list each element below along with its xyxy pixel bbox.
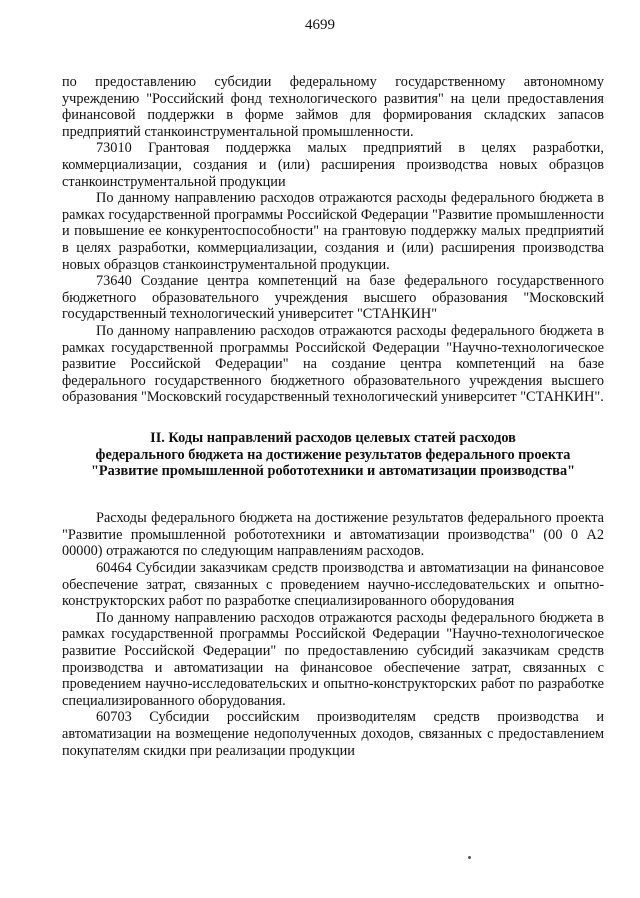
paragraph-continuation: по предоставлению субсидии федеральному государственному автономному учреждению "Российский фонд технологического развития" на цели предоставления финансовой поддержки в форме займов для формирования складских запасов предприятий станкоинструментальной промышленности. bbox=[62, 74, 604, 140]
paragraph-60464-description: По данному направлению расходов отражаются расходы федерального бюджета в рамках государственной программы Российской Федерации "Научно-технологическое развитие Российской Федерации" по предоставлению субсидий заказчикам средств производства и автоматизации на финансовое обеспечение затрат, связанных с проведением научно-исследовательских и опытно-конструкторских работ по разработке специализированного оборудования. bbox=[62, 609, 604, 709]
section-heading-line-2: федерального бюджета на достижение результатов федерального проекта bbox=[95, 446, 571, 463]
paragraph-section-intro: Расходы федерального бюджета на достижение результатов федерального проекта "Развитие промышленной робототехники и автоматизации производства" (00 0 А2 00000) отражаются по следующим направлениям расходов. bbox=[62, 510, 604, 560]
section-heading-line-1: II. Коды направлений расходов целевых статей расходов bbox=[150, 429, 516, 446]
scan-dot-mark bbox=[468, 856, 471, 859]
paragraph-code-60464: 60464 Субсидии заказчикам средств производства и автоматизации на финансовое обеспечение затрат, связанных с проведением научно-исследовательских и опытно-конструкторских работ по разработке специализированного оборудования bbox=[62, 560, 604, 610]
section-heading bbox=[62, 430, 604, 480]
paragraph-73010-description: По данному направлению расходов отражаются расходы федерального бюджета в рамках государственной программы Российской Федерации "Развитие промышленности и повышение ее конкурентоспособности" на грантовую поддержку малых предприятий в целях разработки, коммерциализации, создания и (или) расширения производства новых образцов станкоинструментальной продукции. bbox=[62, 190, 604, 273]
document-body bbox=[62, 74, 604, 759]
paragraph-code-73010: 73010 Грантовая поддержка малых предприятий в целях разработки, коммерциализации, создания и (или) расширения производства новых образцов станкоинструментальной продукции bbox=[62, 140, 604, 190]
paragraph-code-60703: 60703 Субсидии российским производителям средств производства и автоматизации на возмещение недополученных доходов, связанных с предоставлением покупателям скидки при реализации продукции bbox=[62, 709, 604, 759]
paragraph-73640-description: По данному направлению расходов отражаются расходы федерального бюджета в рамках государственной программы Российской Федерации "Научно-технологическое развитие Российской Федерации" на создание центра компетенций на базе федерального государственного бюджетного образовательного учреждения высшего образования "Московский государственный технологический университет "СТАНКИН". bbox=[62, 322, 604, 406]
section-heading-line-3: "Развитие промышленной робототехники и автоматизации производства" bbox=[90, 463, 576, 480]
page-number: 4699 bbox=[305, 17, 335, 33]
paragraph-code-73640: 73640 Создание центра компетенций на базе федерального государственного бюджетного образовательного учреждения высшего образования "Московский государственный технологический университет "СТАНКИН" bbox=[62, 273, 604, 323]
